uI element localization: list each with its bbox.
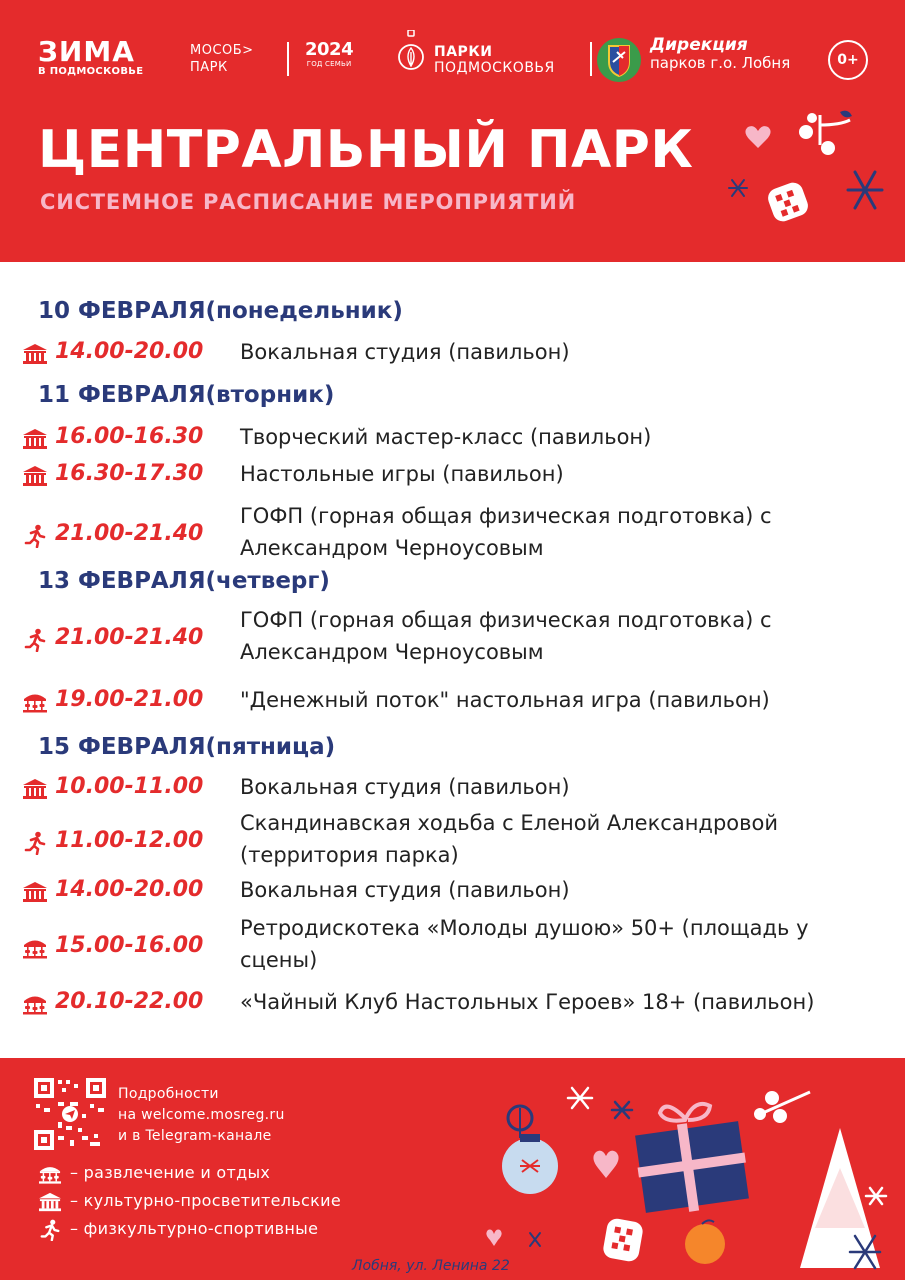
event-time: 21.00-21.40: [55, 625, 204, 650]
ornament-leaf-icon: [397, 30, 425, 78]
logo-zima-small: В ПОДМОСКОВЬЕ: [38, 66, 144, 77]
header: [0, 0, 905, 262]
event-title: Настольные игры (павильон): [240, 462, 564, 486]
event-time: 19.00-21.00: [55, 687, 204, 712]
logo-mosobl-line1: МОСОБ>: [190, 43, 254, 58]
event-title: "Денежный поток" настольная игра (павильон): [240, 688, 770, 712]
museum-icon: [22, 464, 48, 488]
carousel-icon: [22, 690, 48, 714]
runner-icon: [22, 628, 48, 652]
event-title: ГОФП (горная общая физическая подготовка) с Александром Черноусовым: [240, 608, 772, 664]
details-line: Подробности: [118, 1086, 219, 1102]
event-title: Ретродискотека «Молоды душою» 50+ (площадь у сцены): [240, 916, 809, 972]
museum-icon: [22, 342, 48, 366]
event-title: Вокальная студия (павильон): [240, 878, 570, 902]
event-title: «Чайный Клуб Настольных Героев» 18+ (павильон): [240, 990, 815, 1014]
museum-icon: [22, 777, 48, 801]
page-title: ЦЕНТРАЛЬНЫЙ ПАРК: [38, 120, 694, 180]
event-time: 16.00-16.30: [55, 424, 204, 449]
carousel-icon: [38, 1163, 62, 1185]
event-time: 14.00-20.00: [55, 339, 204, 364]
runner-icon: [22, 524, 48, 548]
logo-year-of-family: [305, 40, 353, 68]
details-line: и в Telegram-канале: [118, 1128, 272, 1144]
event-time: 21.00-21.40: [55, 521, 204, 546]
schedule: [0, 262, 905, 1058]
museum-icon: [22, 427, 48, 451]
event-time: 14.00-20.00: [55, 877, 204, 902]
logo-zima: [38, 35, 144, 77]
runner-icon: [38, 1219, 62, 1241]
logo-dir-line1: Дирекция: [650, 35, 748, 55]
details-text: [118, 1084, 285, 1147]
legend-label: – развлечение и отдых: [70, 1163, 271, 1182]
event-title: Вокальная студия (павильон): [240, 340, 570, 364]
event-title: ГОФП (горная общая физическая подготовка) с Александром Черноусовым: [240, 504, 772, 560]
runner-icon: [22, 831, 48, 855]
event-time: 10.00-11.00: [55, 774, 204, 799]
logo-bar: [0, 30, 905, 90]
museum-icon: [38, 1191, 62, 1213]
age-rating-badge: 0+: [828, 40, 868, 80]
winter-gifts-decoration-icon: [480, 1068, 905, 1280]
legend-label: – культурно-просветительские: [70, 1191, 341, 1210]
qr-code-icon[interactable]: [34, 1078, 106, 1150]
event-time: 20.10-22.00: [55, 989, 204, 1014]
event-title: Творческий мастер-класс (павильон): [240, 425, 652, 449]
day-heading: 15 ФЕВРАЛЯ(пятница): [38, 734, 336, 760]
logo-year-caption: ГОД СЕМЬИ: [306, 60, 352, 68]
parks-directorate-emblem-icon: [595, 36, 643, 84]
event-title: Вокальная студия (павильон): [240, 775, 570, 799]
footer: [0, 1058, 905, 1280]
logo-parks-line1: ПАРКИ: [434, 44, 493, 60]
event-time: 16.30-17.30: [55, 461, 204, 486]
event-title: Скандинавская ходьба с Еленой Александровой (территория парка): [240, 811, 779, 867]
day-heading: 13 ФЕВРАЛЯ(четверг): [38, 568, 330, 594]
logo-mosobl-line2: ПАРК: [190, 60, 228, 75]
event-time: 11.00-12.00: [55, 828, 204, 853]
page-subtitle: СИСТЕМНОЕ РАСПИСАНИЕ МЕРОПРИЯТИЙ: [40, 190, 576, 214]
details-link[interactable]: на welcome.mosreg.ru: [118, 1107, 285, 1123]
logo-zima-big: ЗИМА: [38, 35, 135, 68]
logo-dir-line2: парков г.о. Лобня: [650, 54, 791, 72]
event-time: 15.00-16.00: [55, 933, 204, 958]
winter-decoration-icon: [720, 110, 900, 230]
logo-parks-directorate: [650, 36, 790, 72]
logo-mosoblpark: [190, 42, 254, 76]
museum-icon: [22, 880, 48, 904]
logo-divider: [287, 42, 289, 76]
address: Лобня, ул. Ленина 22: [352, 1258, 510, 1274]
logo-parks-line2: ПОДМОСКОВЬЯ: [434, 60, 555, 76]
logo-parks-podmoskovya: [434, 44, 555, 76]
day-heading: 11 ФЕВРАЛЯ(вторник): [38, 382, 335, 408]
legend-label: – физкультурно-спортивные: [70, 1219, 319, 1238]
logo-divider-2: [590, 42, 592, 76]
carousel-icon: [22, 992, 48, 1016]
carousel-icon: [22, 936, 48, 960]
day-heading: 10 ФЕВРАЛЯ(понедельник): [38, 298, 403, 324]
logo-year: 2024: [305, 39, 354, 60]
